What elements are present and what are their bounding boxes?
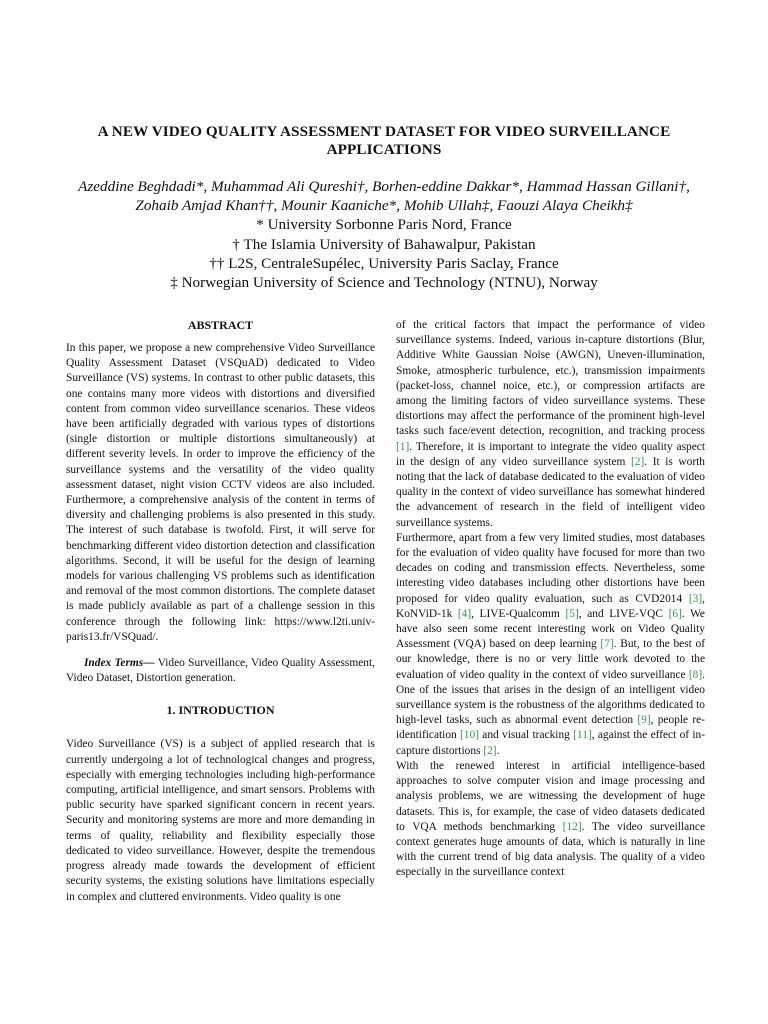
index-terms-label: Index Terms— (84, 657, 155, 670)
citation-link[interactable]: [6] (668, 607, 682, 620)
affiliation-2: † The Islamia University of Bahawalpur, Pakistan (232, 235, 536, 253)
citation-link[interactable]: [3] (688, 592, 703, 605)
author-block (40, 177, 728, 292)
paper-title (60, 123, 708, 159)
index-terms-text: Video Surveillance, Video Quality Assessment, Video Dataset, Distortion generation. (66, 657, 375, 685)
abstract-text: In this paper, we propose a new comprehensive Video Surveillance Quality Assessment Dataset (VSQuAD) dedicated to Video Surveillance (VS) systems. In contrast to other public datasets, this one contains many more videos with distortions and diversified content from common video surveillance scenarios. These videos have been artificially degraded with various types of distortions (single distortion or multiple distortions simultaneously) at different severity levels. In order to improve the efficiency of the surveillance systems and the versatility of the video quality assessment dataset, night vision CCTV videos are also included. Furthermore, a comprehensive analysis of the content in terms of diversity and challenging problems is also presented in this study. The interest of such database is twofold. First, it will serve for benchmarking different video distortion detection and classification algorithms. Second, it will be useful for the design of learning models for various challenging VS problems such as identification and removal of the most common distortions. The complete dataset is made publicly available as part of a challenge session in this conference through the following link: https://www.l2ti.univ-paris13.fr/VSQuad/. (66, 342, 375, 643)
citation-link[interactable]: [10] (460, 729, 479, 742)
index-terms (66, 656, 375, 686)
affiliation-3: †† L2S, CentraleSupélec, University Paris Saclay, France (209, 254, 559, 272)
left-column (66, 318, 375, 905)
citation-link[interactable]: [2] (631, 455, 645, 468)
citation-link[interactable]: [12] (562, 820, 582, 833)
introduction-heading: 1. INTRODUCTION (166, 703, 275, 718)
citation-link[interactable]: [5] (565, 607, 579, 620)
abstract-heading: ABSTRACT (187, 318, 254, 332)
citation-link[interactable]: [9] (637, 714, 651, 727)
citation-link[interactable]: [8] (688, 668, 703, 681)
affiliation-4: ‡ Norwegian University of Science and Technology (NTNU), Norway (170, 274, 598, 292)
intro-paragraph-2: Furthermore, apart from a few very limited studies, most databases for the evaluation of video quality have focused for more than two decades on coding and transmission effects. Nevertheless, some interesting video databases including other distortions have been proposed for video quality evaluation, such as CVD2014 [3], KoNViD-1k [4], LIVE-Qualcomm [5], and LIVE-VQC [6]. We have also seen some recent interesting work on Video Quality Assessment (VQA) based on deep learning [7]. But, to the best of our knowledge, there is no or very little work devoted to the evaluation of video quality in the context of video surveillance [8]. One of the issues that arises in the design of an intelligent video surveillance system is the robustness of the algorithms dedicated to high-level tasks, such as abnormal event detection [9], people re-identification [10] and visual tracking [11], against the effect of in-capture distortions [2]. (396, 531, 705, 757)
title-line-1: A NEW VIDEO QUALITY ASSESSMENT DATASET FOR VIDEO SURVEILLANCE (97, 123, 671, 140)
intro-paragraph-3: With the renewed interest in artificial intelligence-based approaches to solve computer vision and image processing and analysis problems, we are witnessing the development of huge datasets. This is, for example, the case of video datasets dedicated to VQA methods benchmarking [12]. The video surveillance context generates huge amounts of data, which is naturally in line with the current trend of big data analysis. The quality of a video especially in the surveillance context (396, 759, 705, 879)
citation-link[interactable]: [1] (396, 440, 410, 453)
authors-line-2: Zohaib Amjad Khan††, Mounir Kaaniche*, Mohib Ullah‡, Faouzi Alaya Cheikh‡ (135, 197, 633, 215)
citation-link[interactable]: [11] (573, 729, 592, 742)
authors-line-1: Azeddine Beghdadi*, Muhammad Ali Qureshi†, Borhen-eddine Dakkar*, Hammad Hassan Gillani†, (78, 178, 690, 195)
affiliation-1: * University Sorbonne Paris Nord, France (256, 216, 512, 234)
introduction-text: Video Surveillance (VS) is a subject of applied research that is currently undergoing a lot of technological changes and progress, especially with emerging technologies including high-performance computing, artificial intelligence, and smart sensors. Problems with public security have sparked significant concern in recent years. Security and monitoring systems are more and more demanding in terms of quality, reliability and flexibility especially those dedicated to video surveillance. However, despite the tremendous progress already made towards the development of efficient security systems, the existing solutions have limitations especially in complex and cluttered environments. Video quality is one (66, 738, 375, 903)
citation-link[interactable]: [2] (483, 744, 497, 757)
citation-link[interactable]: [4] (457, 607, 472, 620)
intro-paragraph-1: of the critical factors that impact the performance of video surveillance systems. Indeed, various in-capture distortions (Blur, Additive White Gaussian Noise (AWGN), Uneven-illumination, Smoke, atmospheric turbulence, etc.), transmission impairments (packet-loss, channel noice, etc.), or compression artifacts are among the limiting factors of video surveillance systems. These distortions may affect the performance of the prominent high-level tasks such face/event detection, recognition, and tracking process [1]. Therefore, it is important to integrate the video quality aspect in the design of any video surveillance system [2]. It is worth noting that the lack of database dedicated to the evaluation of video quality in the context of video surveillance has somewhat hindered the advancement of research in the field of intelligent video surveillance systems. (396, 319, 705, 529)
right-column (396, 318, 705, 881)
title-line-2: APPLICATIONS (326, 141, 442, 158)
citation-link[interactable]: [7] (600, 638, 614, 651)
